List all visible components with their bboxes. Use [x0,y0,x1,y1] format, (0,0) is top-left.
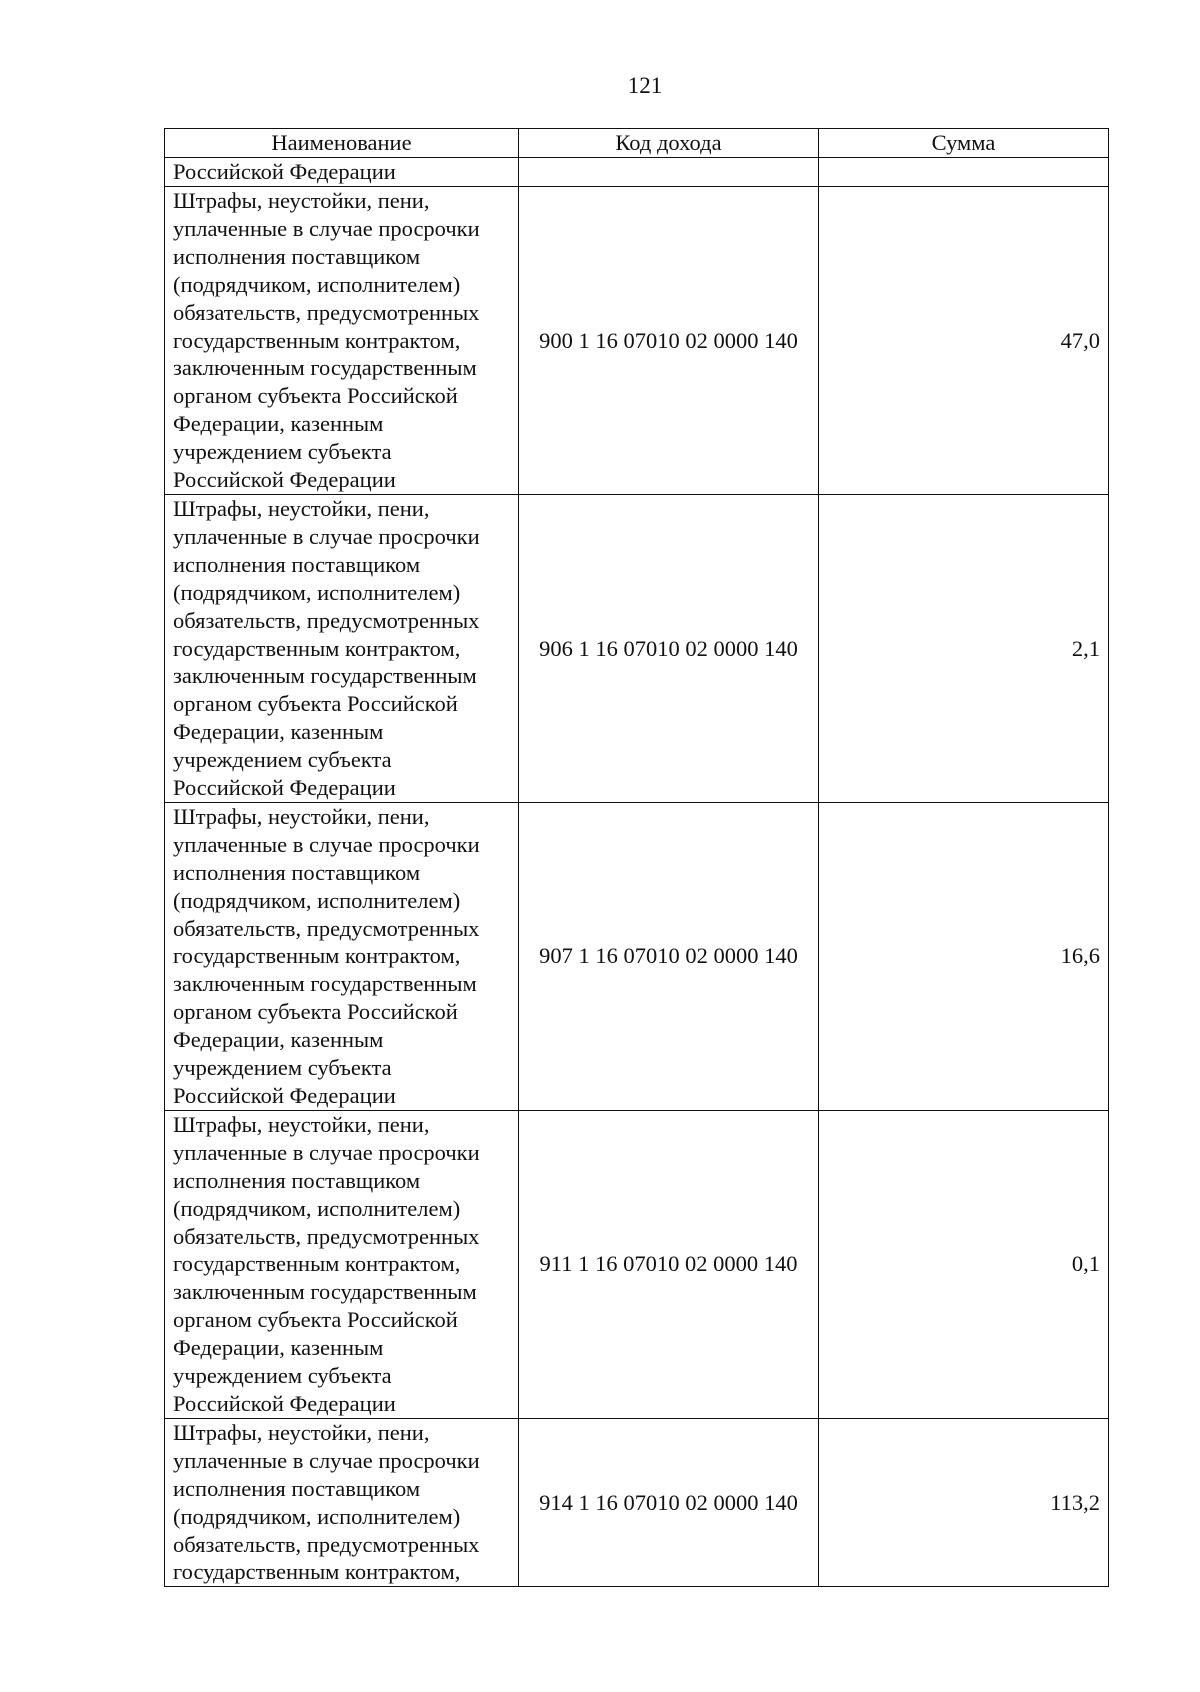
header-code: Код дохода [519,129,819,158]
table-row [165,187,1109,495]
name-line: уплаченные в случае просрочки [173,523,480,549]
name-line: (подрядчиком, исполнителем) [173,887,461,913]
name-line: государственным контрактом, [173,1251,461,1277]
name-line: государственным контрактом, [173,943,461,969]
row-sum-cell: 47,0 [819,187,1109,495]
name-line: Федерации, казенным [173,1335,384,1361]
name-line: Федерации, казенным [173,719,384,745]
table-row [165,1110,1109,1418]
row-sum-cell: 2,1 [819,494,1109,802]
name-line: учреждением субъекта [173,439,392,465]
name-line: учреждением субъекта [173,1055,392,1081]
row-sum-cell: 113,2 [819,1418,1109,1586]
name-line: заключенным государственным [173,971,477,997]
name-line: исполнения поставщиком [173,859,421,885]
name-line: органом субъекта Российской [173,1307,458,1333]
name-line: Штрафы, неустойки, пени, [173,1111,430,1137]
table-header-row [165,129,1109,158]
name-line: государственным контрактом, [173,635,461,661]
name-line: Штрафы, неустойки, пени, [173,495,430,521]
row-name-cell [165,187,519,495]
name-line: государственным контрактом, [173,1559,461,1585]
name-line: органом субъекта Российской [173,691,458,717]
header-name: Наименование [165,129,519,158]
row-sum-cell: 0,1 [819,1110,1109,1418]
name-line: (подрядчиком, исполнителем) [173,1503,461,1529]
page-number: 121 [627,73,663,98]
name-line: Штрафы, неустойки, пени, [173,188,430,213]
name-line: заключенным государственным [173,663,477,689]
name-line: обязательств, предусмотренных [173,915,480,941]
row-code-cell: 911 1 16 07010 02 0000 140 [519,1110,819,1418]
row-name-cell [165,1418,519,1586]
table-row [165,494,1109,802]
name-line: обязательств, предусмотренных [173,299,480,325]
row-code-cell: 900 1 16 07010 02 0000 140 [519,187,819,495]
name-line: органом субъекта Российской [173,383,458,409]
name-line: (подрядчиком, исполнителем) [173,579,461,605]
header-sum: Сумма [819,129,1109,158]
name-line: учреждением субъекта [173,747,392,773]
row-name-cell [165,802,519,1110]
income-table [164,128,1109,1587]
name-line: Федерации, казенным [173,1027,384,1053]
row-code-cell: 914 1 16 07010 02 0000 140 [519,1418,819,1586]
name-line: обязательств, предусмотренных [173,607,480,633]
continuation-code [519,158,819,187]
row-code-cell: 906 1 16 07010 02 0000 140 [519,494,819,802]
name-line: исполнения поставщиком [173,1475,421,1501]
name-line: Штрафы, неустойки, пени, [173,803,430,829]
table-row [165,1418,1109,1586]
name-line: государственным контрактом, [173,327,461,353]
name-line: (подрядчиком, исполнителем) [173,1195,461,1221]
name-line: исполнения поставщиком [173,243,421,269]
name-line: заключенным государственным [173,1279,477,1305]
name-line: Российской Федерации [173,1390,396,1416]
continuation-sum [819,158,1109,187]
row-name-cell [165,1110,519,1418]
name-line: (подрядчиком, исполнителем) [173,271,461,297]
name-line: Российской Федерации [173,467,396,493]
row-code-cell: 907 1 16 07010 02 0000 140 [519,802,819,1110]
name-line: Федерации, казенным [173,411,384,437]
name-line: заключенным государственным [173,355,477,381]
name-line: учреждением субъекта [173,1363,392,1389]
name-line: обязательств, предусмотренных [173,1223,480,1249]
row-sum-cell: 16,6 [819,802,1109,1110]
name-line: уплаченные в случае просрочки [173,831,480,857]
name-line: исполнения поставщиком [173,551,421,577]
name-line: обязательств, предусмотренных [173,1531,480,1557]
table-body [165,158,1109,1587]
name-line: уплаченные в случае просрочки [173,215,480,241]
name-line: уплаченные в случае просрочки [173,1447,480,1473]
name-line: органом субъекта Российской [173,999,458,1025]
continuation-name: Российской Федерации [165,158,519,187]
name-line: уплаченные в случае просрочки [173,1139,480,1165]
continuation-row [165,158,1109,187]
name-line: Российской Федерации [173,1083,396,1108]
table-row [165,802,1109,1110]
row-name-cell [165,494,519,802]
name-line: Российской Федерации [173,775,396,801]
name-line: исполнения поставщиком [173,1167,421,1193]
name-line: Штрафы, неустойки, пени, [173,1419,430,1445]
